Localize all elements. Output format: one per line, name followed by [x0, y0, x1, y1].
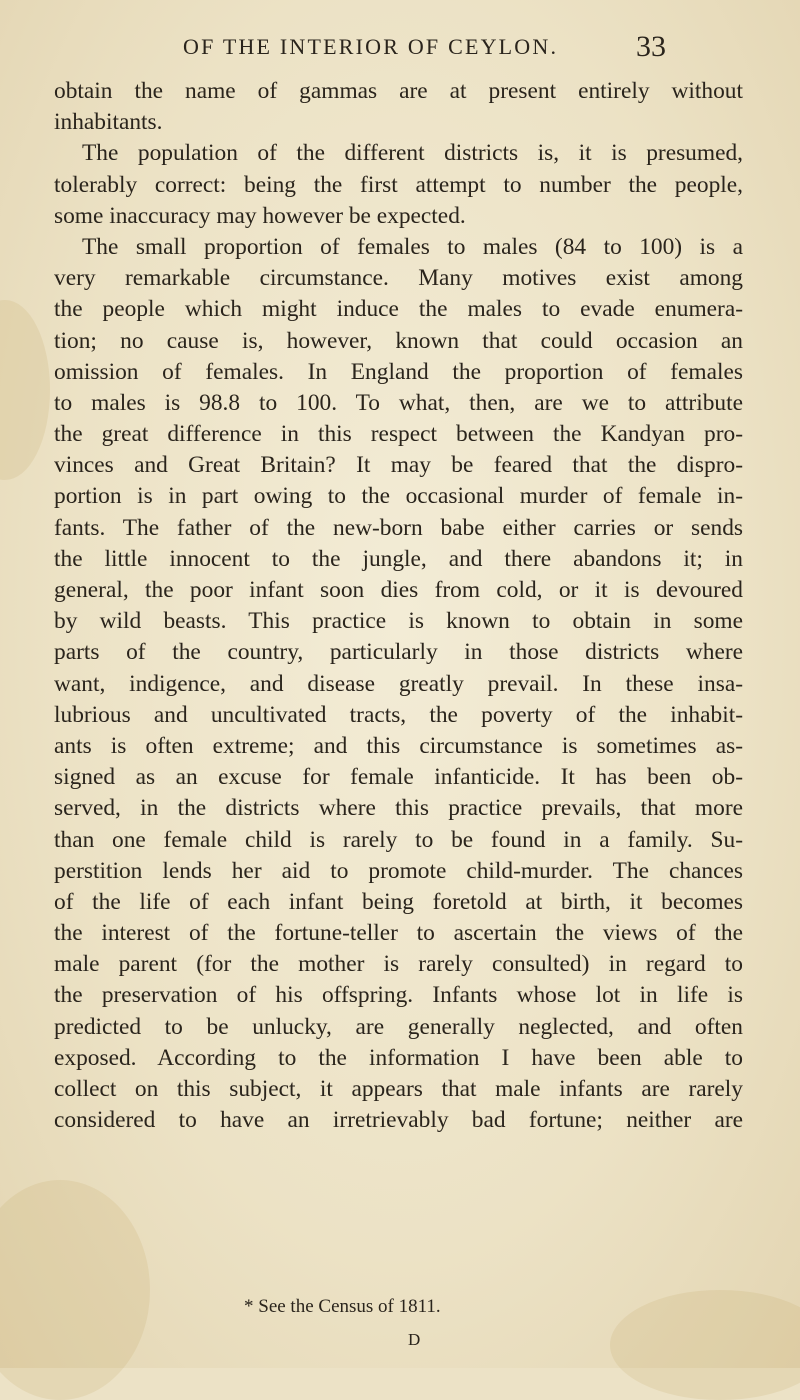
text-line: omission of females. In England the proportion of females	[54, 358, 743, 385]
text-line: the little innocent to the jungle, and there abandons it; in	[54, 545, 743, 572]
text-line: male parent (for the mother is rarely consulted) in regard to	[54, 951, 743, 978]
text-line: collect on this subject, it appears that male infants are rarely	[54, 1076, 743, 1102]
text-line: general, the poor infant soon dies from cold, or it is devoured	[54, 577, 743, 603]
text-line: want, indigence, and disease greatly prevail. In these insa-	[54, 670, 743, 697]
text-line: signed as an excuse for female infanticide. It has been ob-	[54, 764, 743, 791]
paper-stain	[610, 1290, 800, 1400]
text-line: served, in the districts where this practice prevails, that more	[54, 795, 743, 822]
running-head	[0, 30, 800, 70]
page-number: 33	[636, 30, 666, 63]
text-line: The population of the different districts is, it is presumed,	[82, 140, 743, 167]
text-line: very remarkable circumstance. Many motives exist among	[54, 265, 743, 292]
text-line: the interest of the fortune-teller to ascertain the views of the	[54, 920, 743, 947]
text-line: the great difference in this respect between the Kandyan pro-	[54, 421, 743, 448]
text-line: tion; no cause is, however, known that could occasion an	[54, 327, 743, 354]
text-line: to males is 98.8 to 100. To what, then, are we to attribute	[54, 389, 743, 416]
text-line: predicted to be unlucky, are generally neglected, and often	[54, 1013, 743, 1040]
text-line: portion is in part owing to the occasional murder of female in-	[54, 483, 743, 510]
footnote: * See the Census of 1811.	[244, 1296, 441, 1317]
text-line: obtain the name of gammas are at present entirely without	[54, 78, 743, 104]
text-line: exposed. According to the information I have been able to	[54, 1044, 743, 1071]
text-line: by wild beasts. This practice is known to obtain in some	[54, 608, 743, 635]
text-line: than one female child is rarely to be found in a family. Su-	[54, 826, 743, 853]
text-line: ants is often extreme; and this circumstance is sometimes as-	[54, 732, 743, 759]
paper-stain	[0, 300, 50, 480]
text-line: some inaccuracy may however be expected.	[54, 202, 466, 229]
body-text	[54, 76, 743, 1136]
text-line: The small proportion of females to males (84 to 100) is a	[82, 233, 743, 260]
paper-stain	[0, 1180, 150, 1400]
text-line: tolerably correct: being the first attempt to number the people,	[54, 171, 743, 198]
text-line: parts of the country, particularly in those districts where	[54, 639, 743, 666]
text-line: of the life of each infant being foretold at birth, it becomes	[54, 888, 743, 915]
text-line: the preservation of his offspring. Infants whose lot in life is	[54, 982, 743, 1009]
text-line: the people which might induce the males to evade enumera-	[54, 296, 743, 323]
signature-mark: D	[408, 1330, 421, 1349]
running-title: OF THE INTERIOR OF CEYLON.	[183, 34, 559, 59]
text-line: perstition lends her aid to promote child-murder. The chances	[54, 857, 743, 884]
text-line: vinces and Great Britain? It may be feared that the dispro-	[54, 452, 743, 479]
text-line: considered to have an irretrievably bad fortune; neither are	[54, 1107, 743, 1134]
text-line: inhabitants.	[54, 109, 163, 136]
text-line: lubrious and uncultivated tracts, the poverty of the inhabit-	[54, 701, 743, 728]
text-line: fants. The father of the new-born babe either carries or sends	[54, 514, 743, 541]
